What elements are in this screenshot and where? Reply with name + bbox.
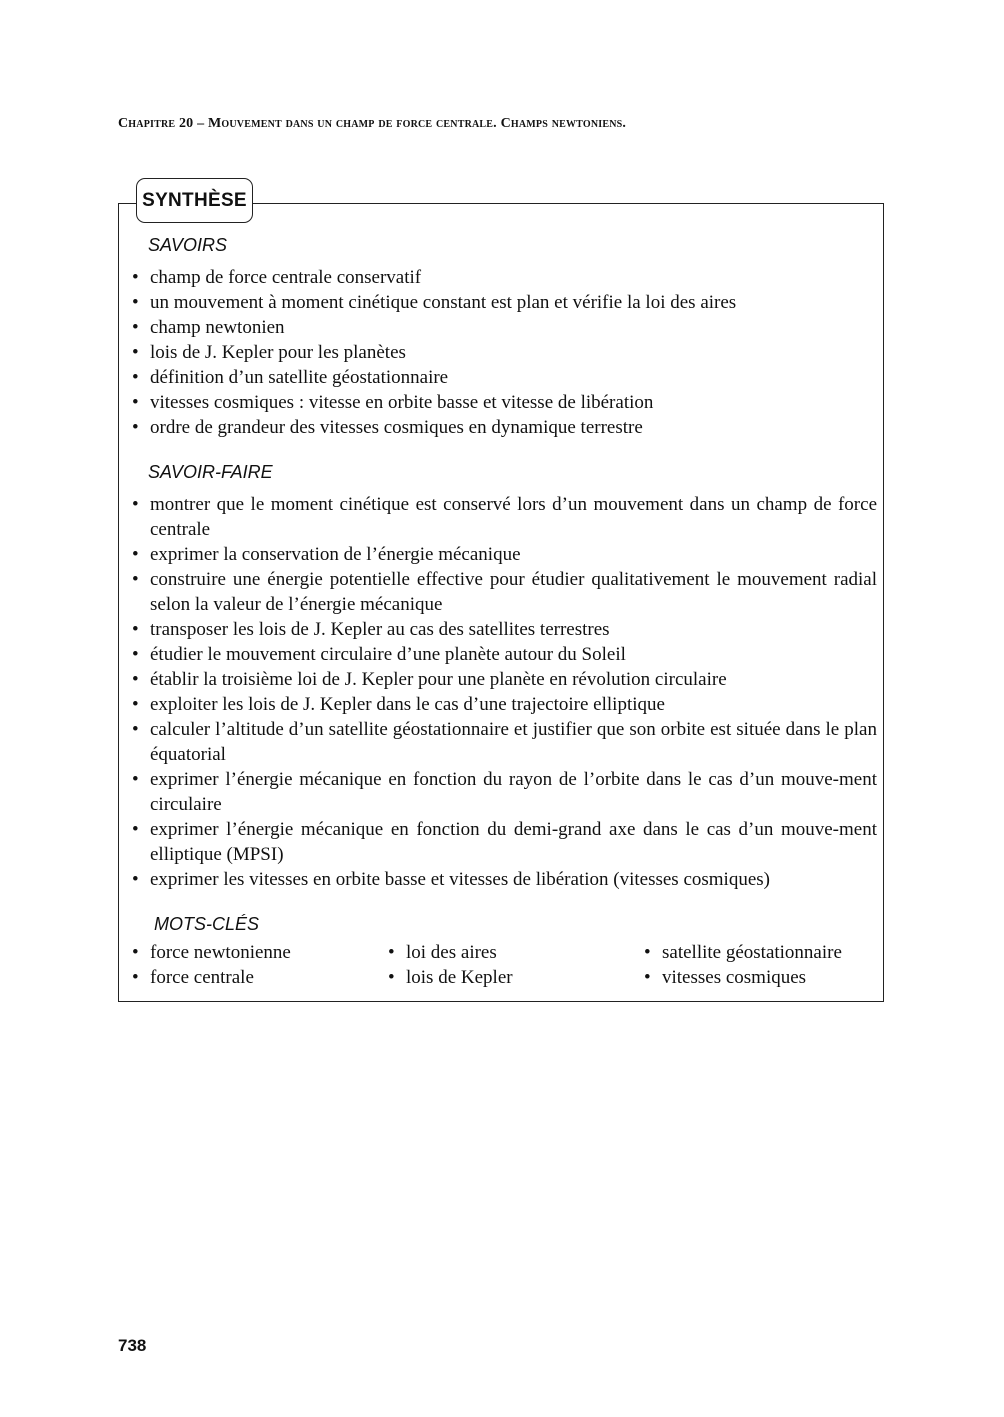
savoir-faire-heading: SAVOIR-FAIRE	[148, 462, 273, 482]
list-item: • construire une énergie potentielle effective pour étudier qualitativement le mouvement radial selon la valeur de l’énergie mécanique	[132, 569, 877, 615]
bullet-icon: •	[132, 967, 139, 988]
mots-cles-heading: MOTS-CLÉS	[154, 914, 260, 934]
list-item: • calculer l’altitude d’un satellite géostationnaire et justifier que son orbite est située dans le plan équatorial	[132, 719, 877, 765]
bullet-icon: •	[132, 694, 139, 715]
bullet-icon: •	[132, 392, 139, 413]
list-item: • champ de force centrale conservatif	[132, 267, 422, 288]
bullet-icon: •	[132, 719, 139, 740]
list-item: • établir la troisième loi de J. Kepler pour une planète en révolution circulaire	[132, 669, 727, 690]
bullet-icon: •	[132, 769, 139, 790]
keyword-item: • force centrale	[132, 967, 254, 988]
keyword-item: • vitesses cosmiques	[644, 967, 807, 988]
list-item: • ordre de grandeur des vitesses cosmiques en dynamique terrestre	[132, 417, 643, 438]
list-item: • champ newtonien	[132, 317, 285, 338]
bullet-icon: •	[132, 317, 139, 338]
bullet-icon: •	[132, 569, 139, 590]
bullet-icon: •	[388, 942, 395, 963]
bullet-icon: •	[644, 942, 651, 963]
list-item: • exprimer les vitesses en orbite basse et vitesses de libération (vitesses cosmiques)	[132, 869, 770, 890]
list-item: • lois de J. Kepler pour les planètes	[132, 342, 406, 363]
keyword-item: • force newtonienne	[132, 942, 291, 963]
savoirs-heading: SAVOIRS	[148, 235, 228, 255]
list-item: • exploiter les lois de J. Kepler dans le cas d’une trajectoire elliptique	[132, 694, 665, 715]
list-item: • définition d’un satellite géostationnaire	[132, 367, 449, 388]
bullet-icon: •	[388, 967, 395, 988]
bullet-icon: •	[132, 619, 139, 640]
list-item: • un mouvement à moment cinétique constant est plan et vérifie la loi des aires	[132, 292, 737, 313]
bullet-icon: •	[132, 342, 139, 363]
list-item: • étudier le mouvement circulaire d’une planète autour du Soleil	[132, 644, 626, 665]
keyword-item: • lois de Kepler	[388, 967, 513, 988]
keyword-item: • satellite géostationnaire	[644, 942, 842, 963]
keyword-item: • loi des aires	[388, 942, 497, 963]
bullet-icon: •	[132, 942, 139, 963]
list-item: • exprimer la conservation de l’énergie mécanique	[132, 544, 521, 565]
bullet-icon: •	[132, 544, 139, 565]
bullet-icon: •	[132, 819, 139, 840]
bullet-icon: •	[132, 869, 139, 890]
list-item: • vitesses cosmiques : vitesse en orbite basse et vitesse de libération	[132, 392, 654, 413]
synthese-title: SYNTHÈSE	[136, 178, 253, 223]
page-number: 738	[118, 1336, 147, 1355]
bullet-icon: •	[132, 669, 139, 690]
list-item: • transposer les lois de J. Kepler au cas des satellites terrestres	[132, 619, 610, 640]
list-item: • exprimer l’énergie mécanique en fonction du rayon de l’orbite dans le cas d’un mouve-ment circulaire	[132, 769, 877, 815]
bullet-icon: •	[132, 292, 139, 313]
bullet-icon: •	[644, 967, 651, 988]
bullet-icon: •	[132, 494, 139, 515]
bullet-icon: •	[132, 644, 139, 665]
bullet-icon: •	[132, 367, 139, 388]
list-item: • exprimer l’énergie mécanique en fonction du demi-grand axe dans le cas d’un mouve-ment elliptique (MPSI)	[132, 819, 877, 865]
bullet-icon: •	[132, 417, 139, 438]
list-item: • montrer que le moment cinétique est conservé lors d’un mouvement dans un champ de force centrale	[132, 494, 877, 540]
bullet-icon: •	[132, 267, 139, 288]
running-head: Chapitre 20 – Mouvement dans un champ de force centrale. Champs newtoniens.	[118, 116, 627, 131]
